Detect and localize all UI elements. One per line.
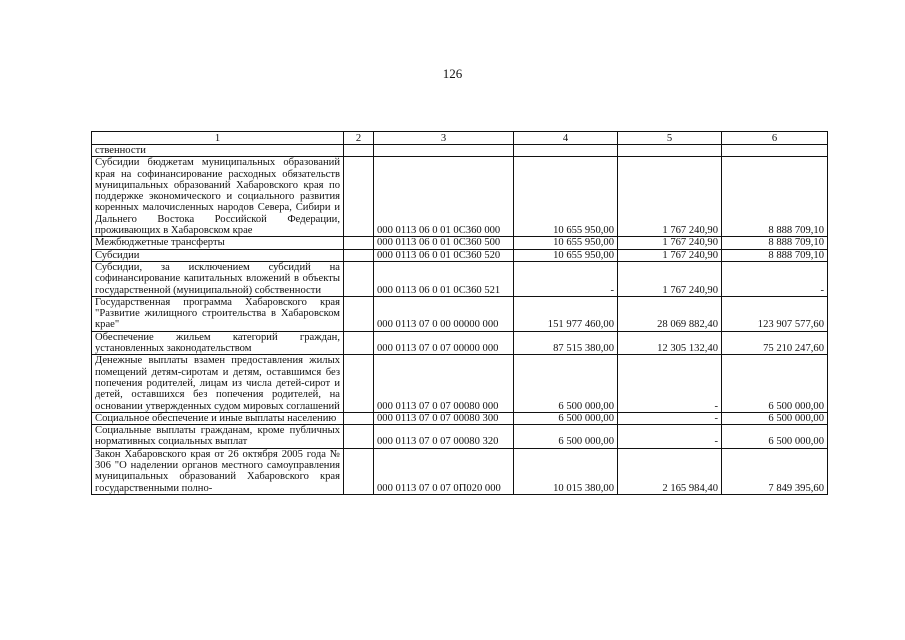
row-value-6: 7 849 395,60 bbox=[722, 448, 828, 494]
row-value-4: 10 655 950,00 bbox=[514, 237, 618, 249]
table-row bbox=[92, 448, 828, 494]
row-value-6: 75 210 247,60 bbox=[722, 331, 828, 355]
header-col-4: 4 bbox=[514, 132, 618, 145]
row-code: 000 0113 06 0 01 0С360 520 bbox=[374, 249, 514, 261]
table-row bbox=[92, 355, 828, 412]
row-code: 000 0113 07 0 07 00080 300 bbox=[374, 412, 514, 424]
row-code: 000 0113 07 0 00 00000 000 bbox=[374, 296, 514, 331]
row-code: 000 0113 06 0 01 0С360 500 bbox=[374, 237, 514, 249]
row-code: 000 0113 07 0 07 00000 000 bbox=[374, 331, 514, 355]
row-col2 bbox=[344, 355, 374, 412]
row-value-6: 8 888 709,10 bbox=[722, 157, 828, 237]
table-row bbox=[92, 261, 828, 296]
row-value-5: 28 069 882,40 bbox=[618, 296, 722, 331]
row-col2 bbox=[344, 237, 374, 249]
row-name: Социальное обеспечение и иные выплаты населению bbox=[92, 412, 344, 424]
header-col-3: 3 bbox=[374, 132, 514, 145]
row-name: Государственная программа Хабаровского края "Развитие жилищного строительства в Хабаровском крае" bbox=[92, 296, 344, 331]
row-value-4: 6 500 000,00 bbox=[514, 412, 618, 424]
header-col-5: 5 bbox=[618, 132, 722, 145]
table-row bbox=[92, 425, 828, 449]
row-value-4: - bbox=[514, 261, 618, 296]
header-col-1: 1 bbox=[92, 132, 344, 145]
table-row bbox=[92, 145, 828, 157]
row-col2 bbox=[344, 145, 374, 157]
row-value-5: 1 767 240,90 bbox=[618, 157, 722, 237]
row-value-5: - bbox=[618, 355, 722, 412]
row-value-4: 10 655 950,00 bbox=[514, 249, 618, 261]
row-code: 000 0113 07 0 07 00080 000 bbox=[374, 355, 514, 412]
row-code: 000 0113 06 0 01 0С360 521 bbox=[374, 261, 514, 296]
row-value-4 bbox=[514, 145, 618, 157]
row-value-5: 1 767 240,90 bbox=[618, 237, 722, 249]
row-col2 bbox=[344, 425, 374, 449]
row-value-5: - bbox=[618, 412, 722, 424]
row-value-5: 2 165 984,40 bbox=[618, 448, 722, 494]
row-value-5: - bbox=[618, 425, 722, 449]
row-value-5 bbox=[618, 145, 722, 157]
header-col-2: 2 bbox=[344, 132, 374, 145]
header-row bbox=[92, 132, 828, 145]
row-col2 bbox=[344, 331, 374, 355]
row-value-6: 8 888 709,10 bbox=[722, 237, 828, 249]
row-value-4: 151 977 460,00 bbox=[514, 296, 618, 331]
row-value-6: 6 500 000,00 bbox=[722, 355, 828, 412]
row-value-6: 6 500 000,00 bbox=[722, 425, 828, 449]
row-value-6: - bbox=[722, 261, 828, 296]
row-value-6: 8 888 709,10 bbox=[722, 249, 828, 261]
row-col2 bbox=[344, 261, 374, 296]
row-col2 bbox=[344, 249, 374, 261]
table-row bbox=[92, 237, 828, 249]
budget-table bbox=[91, 131, 828, 495]
row-name: Социальные выплаты гражданам, кроме публичных нормативных социальных выплат bbox=[92, 425, 344, 449]
table-row bbox=[92, 249, 828, 261]
row-col2 bbox=[344, 412, 374, 424]
row-value-5: 1 767 240,90 bbox=[618, 261, 722, 296]
row-code bbox=[374, 145, 514, 157]
row-value-4: 10 015 380,00 bbox=[514, 448, 618, 494]
row-code: 000 0113 07 0 07 00080 320 bbox=[374, 425, 514, 449]
row-name: Обеспечение жильем категорий граждан, установленных законодательством bbox=[92, 331, 344, 355]
row-value-4: 6 500 000,00 bbox=[514, 425, 618, 449]
row-col2 bbox=[344, 157, 374, 237]
row-name: Межбюджетные трансферты bbox=[92, 237, 344, 249]
header-col-6: 6 bbox=[722, 132, 828, 145]
row-col2 bbox=[344, 448, 374, 494]
row-value-6: 6 500 000,00 bbox=[722, 412, 828, 424]
row-name: Денежные выплаты взамен предоставления жилых помещений детям-сиротам и детям, оставшимся без попечения родителей, лицам из числа детей-сирот и детей, оставшихся без попечения родителей, на основании утвержденных судом мировых соглашений bbox=[92, 355, 344, 412]
table-row bbox=[92, 412, 828, 424]
page-number: 126 bbox=[442, 66, 463, 81]
table-row bbox=[92, 296, 828, 331]
row-value-4: 6 500 000,00 bbox=[514, 355, 618, 412]
row-value-5: 12 305 132,40 bbox=[618, 331, 722, 355]
row-name: ственности bbox=[92, 145, 344, 157]
row-col2 bbox=[344, 296, 374, 331]
row-name: Закон Хабаровского края от 26 октября 2005 года № 306 "О наделении органов местного самоуправления муниципальных образований Хабаровского края государственными полно- bbox=[92, 448, 344, 494]
row-code: 000 0113 06 0 01 0С360 000 bbox=[374, 157, 514, 237]
row-code: 000 0113 07 0 07 0П020 000 bbox=[374, 448, 514, 494]
row-value-6 bbox=[722, 145, 828, 157]
table-row bbox=[92, 157, 828, 237]
row-value-4: 87 515 380,00 bbox=[514, 331, 618, 355]
row-name: Субсидии, за исключением субсидий на софинансирование капитальных вложений в объекты государственной (муниципальной) собственности bbox=[92, 261, 344, 296]
row-value-5: 1 767 240,90 bbox=[618, 249, 722, 261]
row-value-4: 10 655 950,00 bbox=[514, 157, 618, 237]
row-name: Субсидии bbox=[92, 249, 344, 261]
row-value-6: 123 907 577,60 bbox=[722, 296, 828, 331]
table-row bbox=[92, 331, 828, 355]
row-name: Субсидии бюджетам муниципальных образований края на софинансирование расходных обязательств муниципальных образований Хабаровского края по поддержке экономического и социального развития коренных малочисленных народов Севера, Сибири и Дальнего Востока Российской Федерации, проживающих в Хабаровском крае bbox=[92, 157, 344, 237]
